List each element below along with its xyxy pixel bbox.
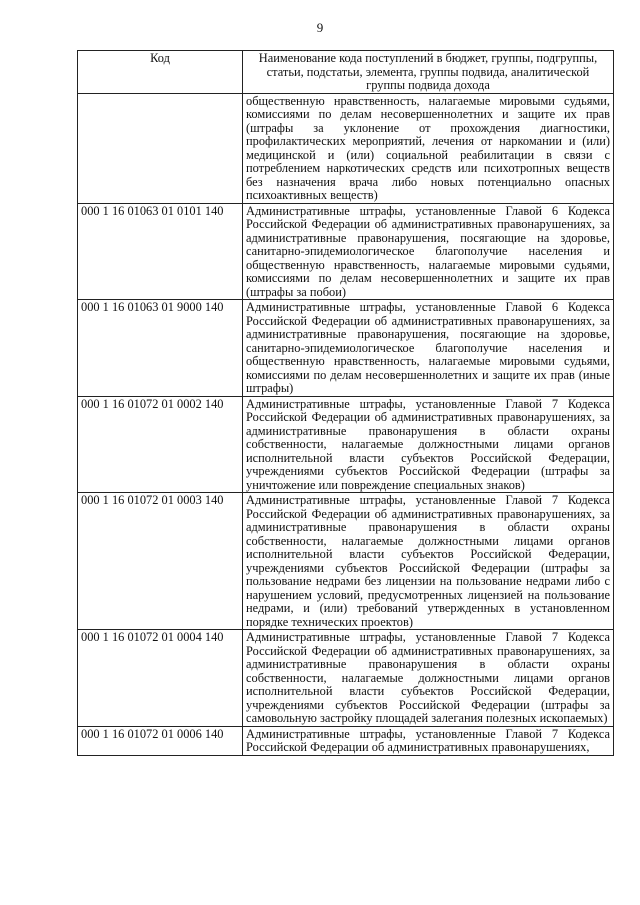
table-row	[78, 203, 614, 300]
row-code: 000 1 16 01072 01 0004 140	[78, 630, 243, 727]
row-code: 000 1 16 01072 01 0006 140	[78, 726, 243, 755]
revenue-codes-table	[77, 50, 614, 756]
row-description: Административные штрафы, установленные Главой 7 Кодекса Российской Федерации об административных правонарушениях, за административные правонарушения в области охраны собственности, налагаемые должностными лицами органов исполнительной власти субъектов Российской Федерации, учреждениями субъектов Российской Федерации (штрафы за самовольную застройку площадей залегания полезных ископаемых)	[243, 630, 614, 727]
row-description: Административные штрафы, установленные Главой 7 Кодекса Российской Федерации об административных правонарушениях,	[243, 726, 614, 755]
row-code: 000 1 16 01072 01 0002 140	[78, 396, 243, 493]
row-description: Административные штрафы, установленные Главой 6 Кодекса Российской Федерации об административных правонарушениях, за административные правонарушения, посягающие на здоровье, санитарно-эпидемиологическое благополучие населения и общественную нравственность, налагаемые мировыми судьями, комиссиями по делам несовершеннолетних и защите их прав (иные штрафы)	[243, 300, 614, 397]
table-header-row	[78, 51, 614, 94]
table-row	[78, 396, 614, 493]
table-row	[78, 300, 614, 397]
row-code: 000 1 16 01063 01 9000 140	[78, 300, 243, 397]
page-number: 9	[316, 20, 324, 35]
name-column-header: Наименование кода поступлений в бюджет, группы, подгруппы, статьи, подстатьи, элемента, группы подвида, аналитической группы подвида дохода	[243, 51, 614, 94]
table-row	[78, 493, 614, 630]
row-code	[78, 93, 243, 203]
table-row	[78, 630, 614, 727]
row-code: 000 1 16 01072 01 0003 140	[78, 493, 243, 630]
table-row	[78, 726, 614, 755]
row-description: Административные штрафы, установленные Главой 7 Кодекса Российской Федерации об административных правонарушениях, за административные правонарушения в области охраны собственности, налагаемые должностными лицами органов исполнительной власти субъектов Российской Федерации, учреждениями субъектов Российской Федерации (штрафы за уничтожение или повреждение специальных знаков)	[243, 396, 614, 493]
row-description: Административные штрафы, установленные Главой 6 Кодекса Российской Федерации об административных правонарушениях, за административные правонарушения, посягающие на здоровье, санитарно-эпидемиологическое благополучие населения и общественную нравственность, налагаемые мировыми судьями, комиссиями по делам несовершеннолетних и защите их прав (штрафы за побои)	[243, 203, 614, 300]
table-row	[78, 93, 614, 203]
row-description: Административные штрафы, установленные Главой 7 Кодекса Российской Федерации об административных правонарушениях, за административные правонарушения в области охраны собственности, налагаемые должностными лицами органов исполнительной власти субъектов Российской Федерации, учреждениями субъектов Российской Федерации (штрафы за пользование недрами без лицензии на пользование недрами либо с нарушением условий, предусмотренных лицензией на пользование недрами, и (или) требований утвержденных в установленном порядке технических проектов)	[243, 493, 614, 630]
row-description: общественную нравственность, налагаемые мировыми судьями, комиссиями по делам несовершеннолетних и защите их прав (штрафы за уклонение от прохождения диагностики, профилактических мероприятий, лечения от наркомании и (или) медицинской и (или) социальной реабилитации в связи с потреблением наркотических средств или психотропных веществ без назначения врача либо новых потенциально опасных психоактивных веществ)	[243, 93, 614, 203]
code-column-header: Код	[78, 51, 243, 94]
row-code: 000 1 16 01063 01 0101 140	[78, 203, 243, 300]
